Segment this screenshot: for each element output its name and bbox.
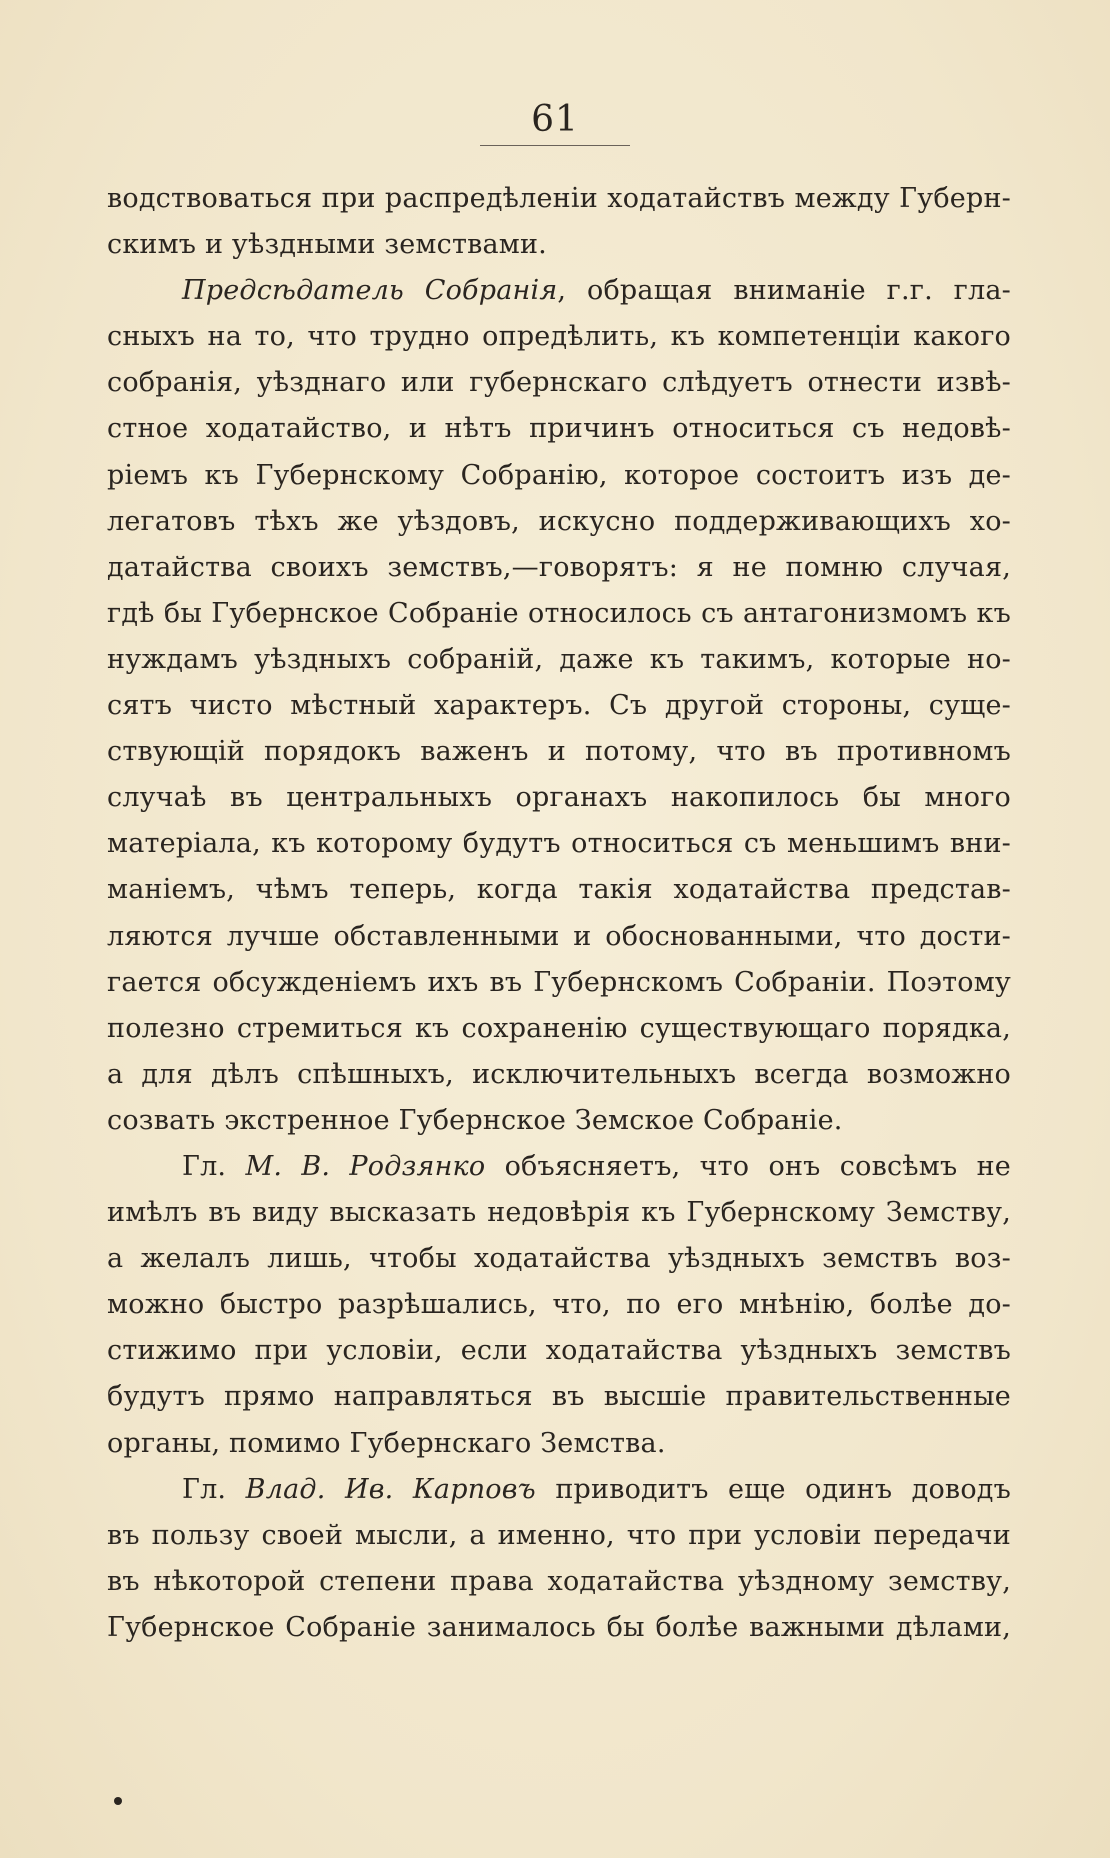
line-text: будутъ прямо направляться въ высшіе правительственные: [107, 1381, 1011, 1413]
text-line: [107, 176, 1011, 222]
line-text: въ пользу своей мысли, а именно, что при условіи передачи: [107, 1519, 1011, 1551]
line-text: стное ходатайство, и нѣтъ причинъ относиться съ недовѣ-: [107, 413, 1011, 445]
text-line: [107, 1144, 1011, 1190]
text-line: [107, 914, 1011, 960]
text-line: [107, 1421, 1011, 1467]
line-text: матеріала, къ которому будутъ относиться съ меньшимъ вни-: [107, 828, 1011, 860]
line-text: имѣлъ въ виду высказать недовѣрія къ Губернскому Земству,: [107, 1197, 1011, 1229]
text-line: [107, 1052, 1011, 1098]
text-line: [107, 1006, 1011, 1052]
text-line: [107, 821, 1011, 867]
line-text: Губернское Собраніе занималось бы болѣе важными дѣлами,: [107, 1611, 1011, 1643]
line-text: объясняетъ, что онъ совсѣмъ не: [485, 1150, 1011, 1182]
line-text: гдѣ бы Губернское Собраніе относилось съ антагонизмомъ къ: [107, 597, 1011, 629]
line-text: въ нѣкоторой степени права ходатайства уѣздному земству,: [107, 1565, 1011, 1597]
line-text: случаѣ въ центральныхъ органахъ накопилось бы много: [107, 782, 1011, 814]
line-text: созвать экстренное Губернское Земское Собраніе.: [107, 1104, 843, 1136]
text-line: [107, 545, 1011, 591]
line-text: органы, помимо Губернскаго Земства.: [107, 1427, 666, 1459]
text-line: [107, 591, 1011, 637]
speaker-name: Влад. Ив. Карповъ: [245, 1473, 536, 1505]
line-text: собранія, уѣзднаго или губернскаго слѣдуетъ отнести извѣ-: [107, 367, 1011, 399]
line-text: ляются лучше обставленными и обоснованными, что дости-: [107, 920, 1011, 952]
line-text: водствоваться при распредѣленіи ходатайствъ между Губерн-: [107, 183, 1011, 214]
speaker-name: Предсѣдатель Собранія: [182, 275, 558, 307]
line-text: можно быстро разрѣшались, что, по его мнѣнію, болѣе до-: [107, 1289, 1011, 1321]
text-line: [107, 453, 1011, 499]
text-line: [107, 1190, 1011, 1236]
line-text: датайства своихъ земствъ,—говорятъ: я не помню случая,: [107, 551, 1011, 583]
text-line: [107, 1559, 1011, 1605]
text-line: [107, 360, 1011, 406]
line-text: ствующій порядокъ важенъ и потому, что въ противномъ: [107, 736, 1011, 768]
line-text: сятъ чисто мѣстный характеръ. Съ другой стороны, суще-: [107, 690, 1011, 722]
text-line: [107, 637, 1011, 683]
text-line: [107, 1098, 1011, 1144]
line-text: гается обсужденіемъ ихъ въ Губернскомъ Собраніи. Поэтому: [107, 966, 1011, 998]
print-speck: [114, 1797, 122, 1805]
body-text: [107, 176, 1011, 1651]
text-line: [107, 729, 1011, 775]
text-line: [107, 268, 1011, 314]
text-line: [107, 406, 1011, 452]
text-line: [107, 683, 1011, 729]
line-text: маніемъ, чѣмъ теперь, когда такія ходатайства представ-: [107, 874, 1011, 906]
line-text: а для дѣлъ спѣшныхъ, исключительныхъ всегда возможно: [107, 1058, 1011, 1090]
text-line: [107, 1282, 1011, 1328]
line-text: нуждамъ уѣздныхъ собраній, даже къ такимъ, которые но-: [107, 643, 1011, 675]
line-lead: Гл.: [182, 1150, 246, 1182]
line-text: легатовъ тѣхъ же уѣздовъ, искусно поддерживающихъ хо-: [107, 505, 1011, 537]
line-text: полезно стремиться къ сохраненію существующаго порядка,: [107, 1012, 1011, 1044]
text-line: [107, 1374, 1011, 1420]
line-text: приводитъ еще одинъ доводъ: [535, 1473, 1011, 1505]
page-number-rule: [480, 145, 630, 146]
text-line: [107, 1605, 1011, 1651]
line-text: , обращая вниманіе г.г. гла-: [557, 275, 1011, 307]
text-line: [107, 314, 1011, 360]
line-text: стижимо при условіи, если ходатайства уѣздныхъ земствъ: [107, 1335, 1011, 1367]
text-line: [107, 222, 1011, 268]
line-lead: Гл.: [182, 1473, 246, 1505]
text-line: [107, 1467, 1011, 1513]
line-text: а желалъ лишь, чтобы ходатайства уѣздныхъ земствъ воз-: [107, 1243, 1011, 1275]
text-line: [107, 960, 1011, 1006]
line-text: ріемъ къ Губернскому Собранію, которое состоитъ изъ де-: [107, 459, 1011, 491]
text-line: [107, 775, 1011, 821]
page-number: 61: [531, 99, 579, 140]
text-line: [107, 867, 1011, 913]
speaker-name: М. В. Родзянко: [245, 1150, 486, 1182]
line-text: скимъ и уѣздными земствами.: [107, 229, 547, 261]
text-line: [107, 1236, 1011, 1282]
text-line: [107, 499, 1011, 545]
text-line: [107, 1328, 1011, 1374]
text-line: [107, 1513, 1011, 1559]
line-text: сныхъ на то, что трудно опредѣлить, къ компетенціи какого: [107, 321, 1011, 353]
